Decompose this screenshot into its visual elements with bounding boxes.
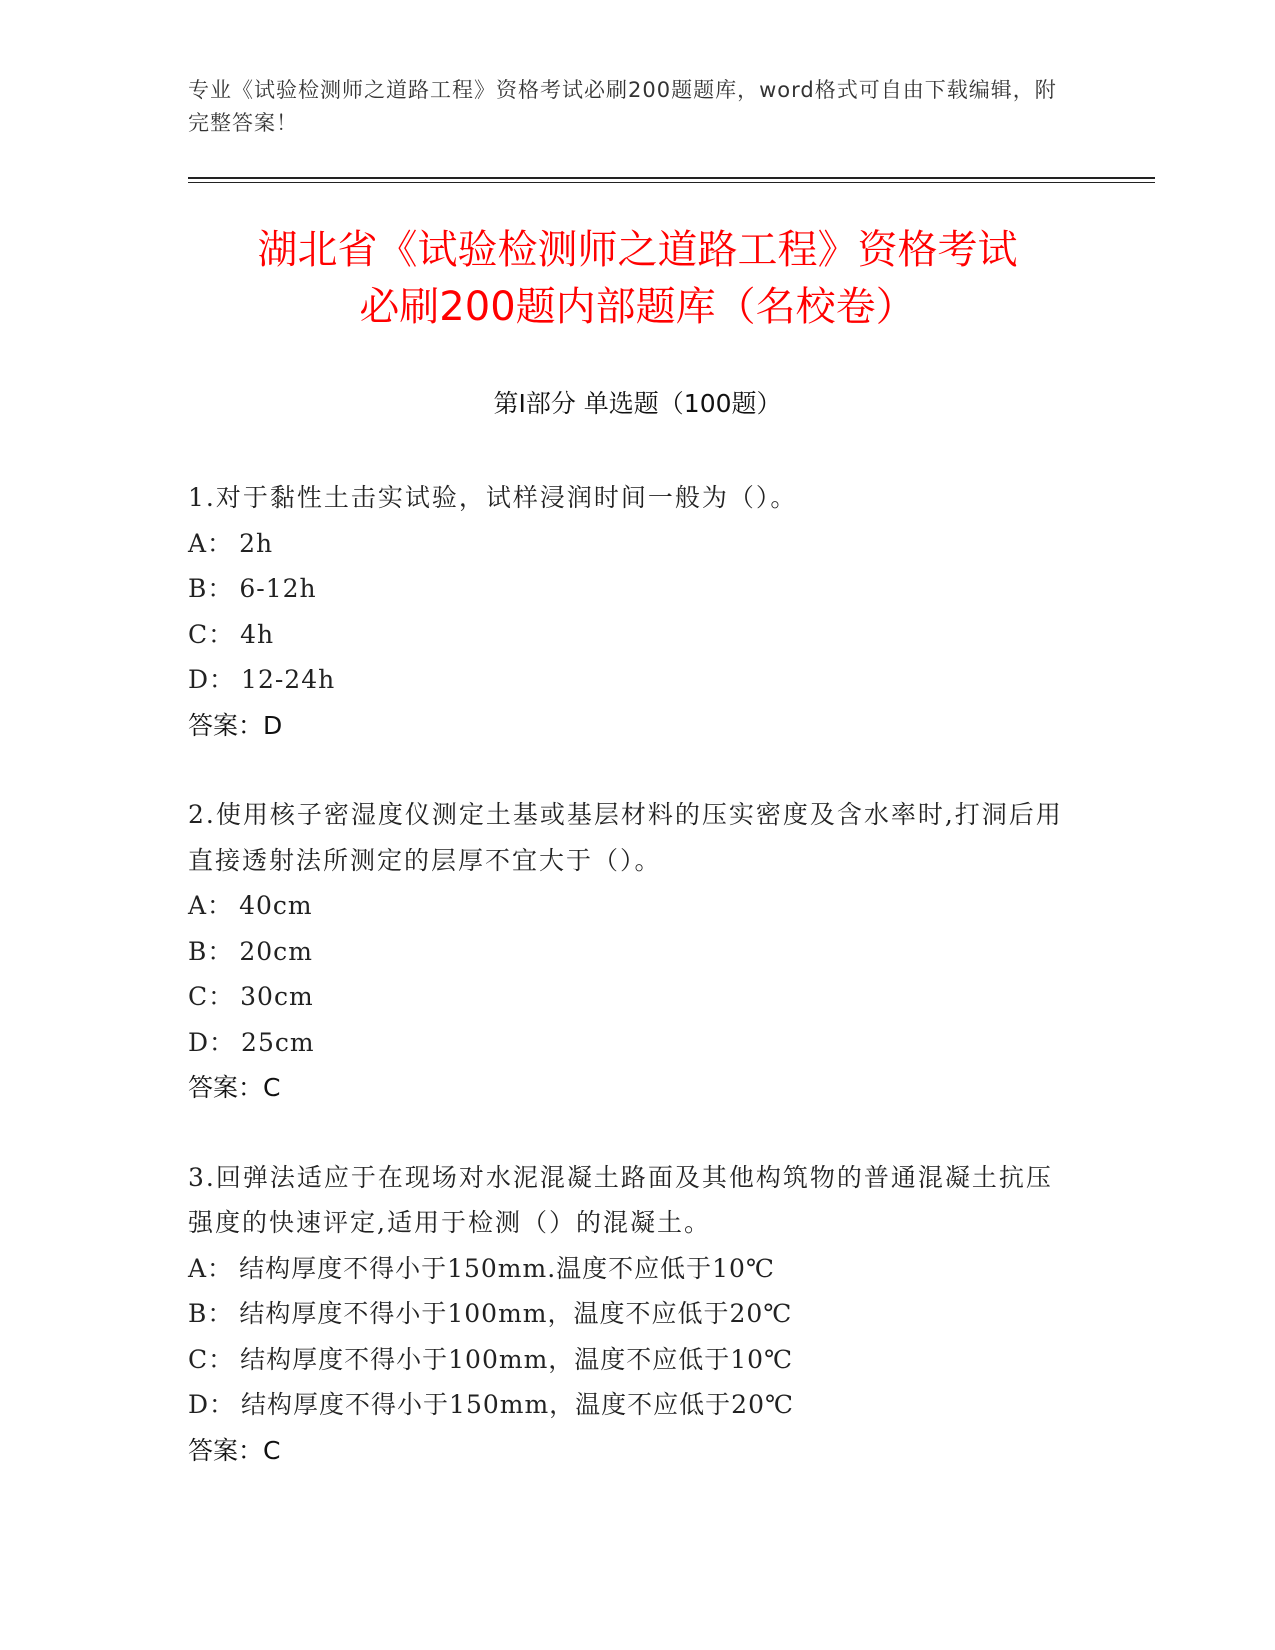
header-note: 专业《试验检测师之道路工程》资格考试必刷200题题库，word格式可自由下载编辑，附完整答案！: [188, 78, 1057, 135]
option-d: [188, 1382, 1078, 1428]
option-text: 30cm: [240, 982, 314, 1011]
option-c: [188, 974, 1078, 1020]
option-label: B：: [188, 574, 234, 603]
option-text: 12-24h: [241, 665, 336, 694]
option-a: [188, 1246, 1078, 1292]
option-text: 40cm: [239, 891, 313, 920]
answer-line: 答案：D: [188, 710, 283, 740]
option-a: [188, 883, 1078, 929]
question-stem: 2.使用核子密湿度仪测定土基或基层材料的压实密度及含水率时,打洞后用直接透射法所测定的层厚不宜大于（）。: [188, 800, 1063, 875]
question-stem: 3.回弹法适应于在现场对水泥混凝土路面及其他构筑物的普通混凝土抗压强度的快速评定,适用于检测（）的混凝土。: [188, 1162, 1053, 1237]
option-label: A：: [188, 891, 234, 920]
option-text: 结构厚度不得小于100mm，温度不应低于10℃: [240, 1344, 794, 1374]
option-d: [188, 657, 1078, 703]
header-divider: [188, 177, 1155, 179]
header-divider-thin: [188, 182, 1155, 183]
option-d: [188, 1020, 1078, 1066]
document-title: [140, 222, 1135, 336]
answer-line: 答案：C: [188, 1435, 281, 1465]
option-label: C：: [188, 1344, 235, 1374]
option-label: A：: [188, 1253, 234, 1283]
option-text: 20cm: [239, 936, 313, 966]
document-title-line-2: 必刷200题内部题库（名校卷）: [359, 284, 916, 330]
option-text: 6-12h: [239, 574, 317, 603]
option-label: C：: [188, 982, 235, 1011]
option-b: [188, 566, 1078, 612]
option-label: B：: [188, 936, 234, 966]
option-label: D：: [188, 665, 236, 694]
option-label: A：: [188, 528, 234, 558]
question-list: [188, 475, 1078, 1517]
option-c: [188, 612, 1078, 658]
option-text: 结构厚度不得小于150mm，温度不应低于20℃: [241, 1390, 794, 1419]
option-text: 2h: [239, 528, 274, 558]
question-2: [188, 792, 1078, 1111]
option-label: C：: [188, 619, 235, 649]
question-stem: 1.对于黏性土击实试验，试样浸润时间一般为（）。: [188, 483, 798, 512]
option-label: D：: [188, 1390, 236, 1419]
option-b: [188, 929, 1078, 975]
option-c: [188, 1337, 1078, 1383]
document-title-line-1: 湖北省《试验检测师之道路工程》资格考试: [257, 227, 1018, 273]
option-b: [188, 1291, 1078, 1337]
answer-line: 答案：C: [188, 1073, 281, 1102]
option-text: 结构厚度不得小于150mm.温度不应低于10℃: [239, 1253, 775, 1283]
option-text: 结构厚度不得小于100mm，温度不应低于20℃: [239, 1299, 793, 1328]
option-label: B：: [188, 1299, 234, 1328]
option-text: 25cm: [241, 1027, 315, 1057]
section-heading: 第Ⅰ部分 单选题（100题）: [493, 389, 782, 418]
option-text: 4h: [240, 619, 275, 649]
question-1: [188, 475, 1078, 748]
option-label: D：: [188, 1027, 236, 1057]
option-a: [188, 521, 1078, 567]
question-3: [188, 1155, 1078, 1474]
